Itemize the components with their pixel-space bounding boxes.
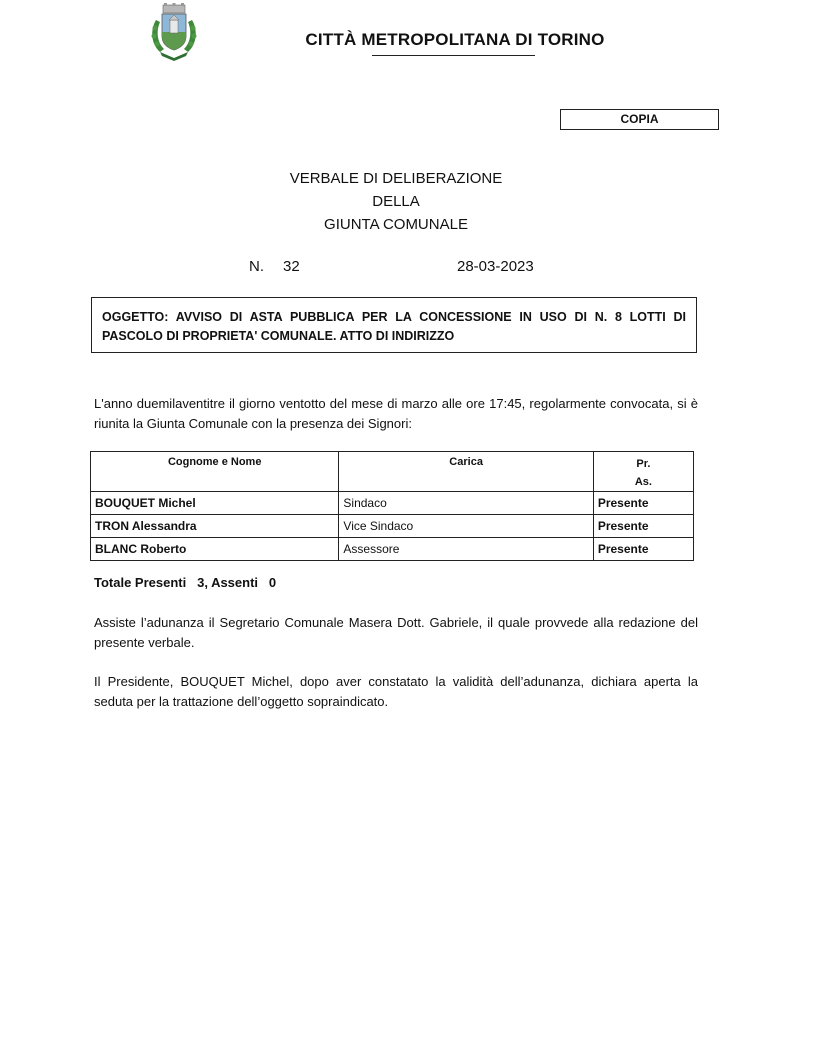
header-presence bbox=[593, 452, 693, 492]
table-row bbox=[91, 492, 694, 515]
present-count: 3 bbox=[197, 575, 205, 590]
secretary-paragraph: Assiste l’adunanza il Segretario Comunale Masera Dott. Gabriele, il quale provvede alla redazione del presente verbale. bbox=[94, 615, 698, 650]
document-title-line3: GIUNTA COMUNALE bbox=[324, 216, 468, 233]
member-role: Sindaco bbox=[339, 492, 593, 515]
table-header-row bbox=[91, 452, 694, 492]
document-title-line2: DELLA bbox=[372, 193, 420, 210]
member-name: BLANC Roberto bbox=[91, 538, 339, 561]
document-title-line1: VERBALE DI DELIBERAZIONE bbox=[289, 170, 503, 187]
subject-box: OGGETTO: AVVISO DI ASTA PUBBLICA PER LA CONCESSIONE IN USO DI N. 8 LOTTI DI PASCOLO DI PROPRIETA' COMUNALE. ATTO DI INDIRIZZO bbox=[91, 297, 697, 353]
municipal-crest-icon bbox=[146, 2, 202, 62]
header-present: Pr. bbox=[636, 458, 651, 470]
municipality-name-cut bbox=[285, 0, 625, 2]
member-name: TRON Alessandra bbox=[91, 515, 339, 538]
intro-paragraph: L'anno duemilaventitre il giorno ventotto del mese di marzo alle ore 17:45, regolarmente convocata, si è riunita la Giunta Comunale con la presenza dei Signori: bbox=[94, 396, 698, 431]
header-name: Cognome e Nome bbox=[91, 452, 339, 492]
deliberation-date: 28-03-2023 bbox=[457, 258, 534, 275]
metropolitan-city-title: CITTÀ METROPOLITANA DI TORINO bbox=[305, 30, 605, 49]
deliberation-number: 32 bbox=[283, 258, 300, 275]
table-row bbox=[91, 538, 694, 561]
absent-count: 0 bbox=[268, 575, 277, 590]
member-role: Vice Sindaco bbox=[339, 515, 593, 538]
member-status: Presente bbox=[593, 515, 693, 538]
absent-label: Assenti bbox=[211, 575, 259, 590]
member-role: Assessore bbox=[339, 538, 593, 561]
copy-label-box: COPIA bbox=[560, 109, 719, 130]
table-row bbox=[91, 515, 694, 538]
member-status: Presente bbox=[593, 538, 693, 561]
deliberation-number-label: N. bbox=[249, 258, 264, 275]
title-underline bbox=[372, 55, 535, 56]
member-name: BOUQUET Michel bbox=[91, 492, 339, 515]
attendance-totals: Totale Presenti 3, Assenti 0 bbox=[94, 575, 277, 590]
members-table bbox=[90, 451, 694, 561]
present-label: Totale Presenti bbox=[94, 575, 187, 590]
header-role: Carica bbox=[339, 452, 593, 492]
president-paragraph: Il Presidente, BOUQUET Michel, dopo aver constatato la validità dell’adunanza, dichiara aperta la seduta per la trattazione dell’oggetto sopraindicato. bbox=[94, 674, 698, 709]
header-absent: As. bbox=[634, 476, 652, 488]
member-status: Presente bbox=[593, 492, 693, 515]
